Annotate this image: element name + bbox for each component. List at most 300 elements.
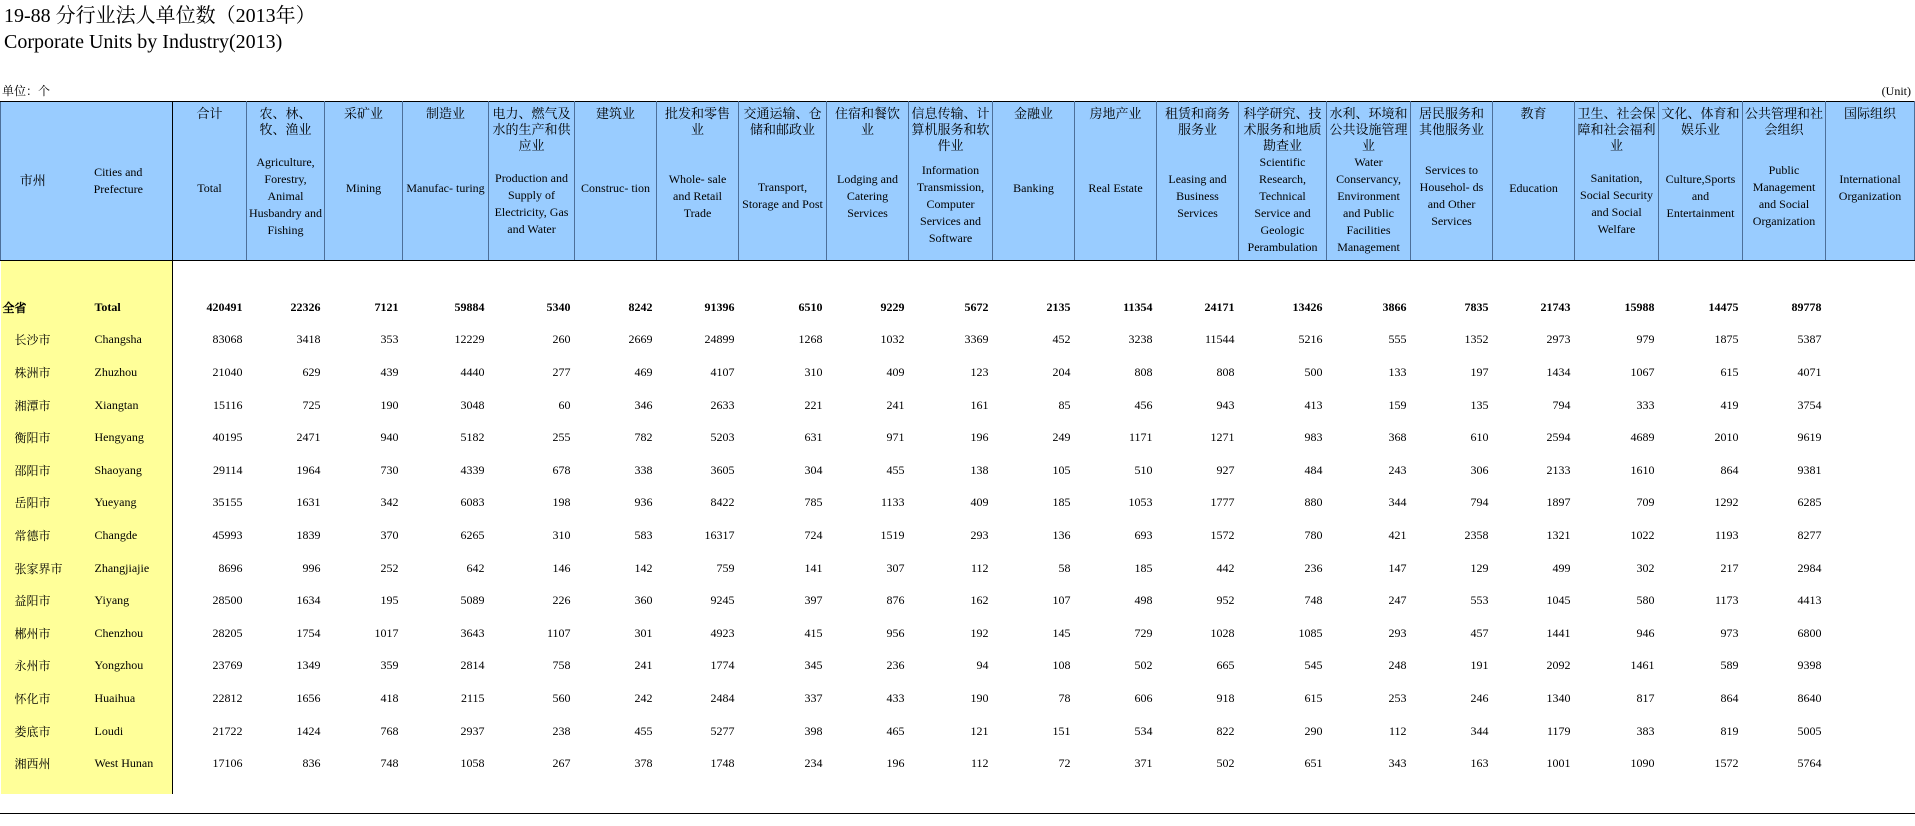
table-cell: 1572 [1714,756,1739,771]
table-cell: 3369 [964,332,989,347]
table-cell: 580 [1636,593,1655,608]
table-cell: 589 [1720,658,1739,673]
table-cell: 151 [1052,723,1071,738]
table-cell: 94 [976,658,989,673]
table-cell [1826,291,1915,324]
table-row-total [1,291,1915,324]
table-cell: 4923 [710,625,735,640]
table-cell: 971 [886,430,905,445]
table-cell: 1774 [710,658,735,673]
table-cell: 238 [552,723,571,738]
table-cell: 123 [970,364,989,379]
bottom-rule [0,813,1915,814]
table-cell: 1875 [1714,332,1739,347]
table-cell: 112 [970,756,989,771]
header-col [909,102,993,261]
table-cell: 555 [1388,332,1407,347]
table-cell: 5340 [546,299,571,314]
table-cell: 808 [1216,364,1235,379]
table-cell: 243 [1388,462,1407,477]
table-cell: 138 [970,462,989,477]
table-cell: 409 [970,495,989,510]
table-cell: 502 [1134,658,1153,673]
table-cell: 553 [1470,593,1489,608]
table-cell: 2984 [1797,560,1822,575]
header-col-cn: 农、林、牧、渔业 [259,106,312,137]
table-cell: 344 [1388,495,1407,510]
table-cell: 709 [1636,495,1655,510]
table-cell [1826,552,1915,585]
table-cell: 378 [634,756,653,771]
table-cell: 782 [634,430,653,445]
table-cell: 642 [466,560,485,575]
header-col-cn: 住宿和餐饮业 [835,106,901,137]
table-cell: 794 [1552,397,1571,412]
table-cell: 2484 [710,690,735,705]
header-col-cn: 科学研究、技术服务和地质勘查业 [1243,106,1322,153]
table-cell: 9245 [710,593,735,608]
table-cell: 359 [380,658,399,673]
table-cell: 545 [1304,658,1323,673]
table-cell: 22326 [290,299,321,314]
table-cell: 8277 [1797,527,1822,542]
table-cell: 343 [1388,756,1407,771]
table-cell: 40195 [212,430,243,445]
table-cell: 409 [886,364,905,379]
table-cell: 9619 [1797,430,1822,445]
table-cell: 2633 [710,397,735,412]
table-cell: 678 [552,462,571,477]
table-cell: 8422 [710,495,735,510]
header-col-cn: 水利、环境和公共设施管理业 [1329,106,1408,153]
table-cell: 398 [804,723,823,738]
header-col-en: Leasing and Business Services [1168,171,1227,220]
table-cell: 11544 [1204,332,1235,347]
table-cell: 5764 [1797,756,1822,771]
table-cell: 112 [1388,723,1407,738]
table-cell: 3866 [1382,299,1407,314]
row-city-en: West Hunan [87,747,173,780]
header-col [1075,102,1157,261]
table-cell: 808 [1134,364,1153,379]
table-cell: 304 [804,462,823,477]
table-cell: 197 [1470,364,1489,379]
table-cell: 2973 [1546,332,1571,347]
table-cell: 819 [1720,723,1739,738]
table-cell: 836 [302,756,321,771]
table-cell: 6285 [1797,495,1822,510]
table-cell: 502 [1216,756,1235,771]
header-col-cn: 房地产业 [1089,106,1142,121]
header-col-cn: 金融业 [1014,106,1054,121]
table-cell: 353 [380,332,399,347]
table-cell: 306 [1470,462,1489,477]
header-col-en: Construc- tion [581,180,651,195]
table-cell: 1656 [296,690,321,705]
table-cell: 147 [1388,560,1407,575]
table-cell: 198 [552,495,571,510]
table-cell [1826,421,1915,454]
table-cell: 606 [1134,690,1153,705]
table-cell: 780 [1304,527,1323,542]
row-city-en: Changde [87,519,173,552]
row-city-en: Hengyang [87,421,173,454]
table-cell: 255 [552,430,571,445]
header-col-en: Water Conservancy, Environment and Public Facilities Management [1336,155,1401,254]
table-cell: 2594 [1546,430,1571,445]
header-col-en: Total [197,180,222,195]
table-cell: 1271 [1210,430,1235,445]
table-cell: 135 [1470,397,1489,412]
table-cell: 465 [886,723,905,738]
header-col-en: Information Transmission, Computer Services and Software [916,162,985,245]
header-col-cn: 批发和零售业 [665,106,731,137]
table-row [1,715,1915,748]
table-cell: 693 [1134,527,1153,542]
table-cell: 1748 [710,756,735,771]
table-cell: 226 [552,593,571,608]
unit-label: 单位：个 [2,84,51,98]
table-cell: 29114 [212,462,243,477]
table-cell: 615 [1720,364,1739,379]
row-city-cn: 郴州市 [1,617,87,650]
header-col [325,102,403,261]
header-col [1826,102,1915,261]
table-cell: 91396 [704,299,735,314]
header-col-en: Mining [345,180,382,195]
table-cell: 2133 [1546,462,1571,477]
table-cell: 1572 [1210,527,1235,542]
table-cell: 159 [1388,397,1407,412]
table-cell: 145 [1052,625,1071,640]
table-cell: 452 [1052,332,1071,347]
table-cell [1826,617,1915,650]
table-cell: 1461 [1630,658,1655,673]
table-cell: 794 [1470,495,1489,510]
table-cell: 195 [380,593,399,608]
row-city-cn: 邵阳市 [1,454,87,487]
table-cell: 918 [1216,690,1235,705]
table-cell: 880 [1304,495,1323,510]
table-cell: 192 [970,625,989,640]
table-cell: 345 [804,658,823,673]
table-cell: 469 [634,364,653,379]
table-cell: 3605 [710,462,735,477]
table-cell: 510 [1134,462,1153,477]
table-cell: 665 [1216,658,1235,673]
table-cell: 5005 [1797,723,1822,738]
table-cell: 302 [1636,560,1655,575]
header-col-cn: 信息传输、计算机服务和软件业 [911,106,990,153]
table-cell: 457 [1470,625,1489,640]
table-cell: 4689 [1630,430,1655,445]
table-cell: 1045 [1546,593,1571,608]
header-col-en: Banking [1013,180,1054,195]
bottom-row [1,780,1915,794]
table-cell: 730 [380,462,399,477]
table-cell: 14475 [1708,299,1739,314]
table-cell: 758 [552,658,571,673]
header-city-cn: 市州 [19,173,46,188]
table-cell: 1754 [296,625,321,640]
table-cell: 161 [970,397,989,412]
table-cell: 748 [380,756,399,771]
table-cell: 307 [886,560,905,575]
header-col-cn: 采矿业 [344,106,384,121]
table-cell: 413 [1304,397,1323,412]
table-cell: 8640 [1797,690,1822,705]
table-cell: 242 [634,690,653,705]
table-cell: 1631 [296,495,321,510]
table-cell: 246 [1470,690,1489,705]
table-cell: 8696 [218,560,243,575]
table-cell: 260 [552,332,571,347]
header-col-en: Agriculture, Forestry, Animal Husbandry and Fishing [249,154,322,237]
table-cell: 185 [1134,560,1153,575]
table-cell: 1067 [1630,364,1655,379]
table-cell: 9229 [880,299,905,314]
table-cell: 107 [1052,593,1071,608]
header-col-en: Production and Supply of Electricity, Gas and Water [494,171,569,236]
table-cell: 5277 [710,723,735,738]
table-cell: 236 [886,658,905,673]
table-cell [1826,389,1915,422]
header-city [1,102,173,261]
row-city-en: Zhangjiajie [87,552,173,585]
row-city-cn: 张家界市 [1,552,87,585]
table-cell: 2669 [628,332,653,347]
table-cell: 121 [970,723,989,738]
table-row [1,584,1915,617]
table-cell: 24899 [704,332,735,347]
table-cell: 221 [804,397,823,412]
table-cell: 146 [552,560,571,575]
table-cell: 3643 [460,625,485,640]
table-cell: 78 [1058,690,1071,705]
table-cell [1826,324,1915,357]
table-cell: 196 [970,430,989,445]
table-cell: 249 [1052,430,1071,445]
table-cell: 338 [634,462,653,477]
table-cell: 500 [1304,364,1323,379]
header-city-en: Cities and Prefecture [93,165,143,196]
table-cell: 59884 [454,299,485,314]
header-col [575,102,657,261]
table-cell: 1028 [1210,625,1235,640]
row-city-en: Yiyang [87,584,173,617]
table-cell: 1133 [880,495,905,510]
table-cell: 4413 [1797,593,1822,608]
table-cell: 3418 [296,332,321,347]
header-col [489,102,575,261]
table-cell: 196 [886,756,905,771]
table-cell: 3238 [1128,332,1153,347]
table-cell: 21743 [1540,299,1571,314]
header-col-cn: 制造业 [426,106,466,121]
unit-label-en: (Unit) [1881,84,1911,98]
header-col [1659,102,1743,261]
header-col [993,102,1075,261]
table-row [1,421,1915,454]
table-cell [1826,715,1915,748]
table-cell: 725 [302,397,321,412]
table-cell [1826,487,1915,520]
table-cell: 973 [1720,625,1739,640]
table-cell: 217 [1720,560,1739,575]
table-cell: 83068 [212,332,243,347]
table-cell: 383 [1636,723,1655,738]
table-cell: 1171 [1128,430,1153,445]
table-cell: 136 [1052,527,1071,542]
table-cell: 940 [380,430,399,445]
table-cell: 729 [1134,625,1153,640]
header-col [1327,102,1411,261]
header-col-cn: 文化、体育和娱乐业 [1661,106,1740,137]
table-cell: 23769 [212,658,243,673]
header-col [1157,102,1239,261]
table-cell: 1268 [798,332,823,347]
row-city-en: Chenzhou [87,617,173,650]
table-cell: 12229 [454,332,485,347]
table-cell: 1424 [296,723,321,738]
header-col [739,102,827,261]
table-cell: 35155 [212,495,243,510]
table-cell: 28500 [212,593,243,608]
table-cell: 277 [552,364,571,379]
table-cell: 17106 [212,756,243,771]
table-cell: 1053 [1128,495,1153,510]
table-cell: 2471 [296,430,321,445]
table-cell: 28205 [212,625,243,640]
table-cell: 204 [1052,364,1071,379]
table-cell: 368 [1388,430,1407,445]
table-cell: 420491 [206,299,243,314]
table-row [1,650,1915,683]
table-cell: 1022 [1630,527,1655,542]
table-cell [1826,584,1915,617]
table-row [1,552,1915,585]
table-cell: 876 [886,593,905,608]
table-cell: 133 [1388,364,1407,379]
table-cell: 241 [634,658,653,673]
header-col [403,102,489,261]
table-cell: 583 [634,527,653,542]
table-cell: 768 [380,723,399,738]
table-cell: 1610 [1630,462,1655,477]
table-cell: 560 [552,690,571,705]
table-cell: 1839 [296,527,321,542]
table-cell: 1441 [1546,625,1571,640]
row-city-en: Yongzhou [87,650,173,683]
table-cell: 615 [1304,690,1323,705]
table-row [1,519,1915,552]
header-col [173,102,247,261]
table-cell: 610 [1470,430,1489,445]
table-cell: 1777 [1210,495,1235,510]
table-row [1,356,1915,389]
table-cell: 4071 [1797,364,1822,379]
row-city-en: Total [87,291,173,324]
table-row [1,324,1915,357]
table-cell: 1179 [1546,723,1571,738]
table-cell: 4107 [710,364,735,379]
table-cell: 455 [886,462,905,477]
table-cell: 301 [634,625,653,640]
row-city-en: Xiangtan [87,389,173,422]
table-cell: 864 [1720,690,1739,705]
table-cell: 439 [380,364,399,379]
table-cell: 15988 [1624,299,1655,314]
table-cell: 344 [1470,723,1489,738]
table-row [1,454,1915,487]
row-city-cn: 衡阳市 [1,421,87,454]
header-col-en: Real Estate [1088,180,1143,195]
header-col [1575,102,1659,261]
table-cell [1826,650,1915,683]
table-cell: 2092 [1546,658,1571,673]
table-cell: 1292 [1714,495,1739,510]
table-cell: 631 [804,430,823,445]
table-cell [1826,682,1915,715]
table-cell: 72 [1058,756,1071,771]
table-cell: 1634 [296,593,321,608]
table-cell: 248 [1388,658,1407,673]
row-city-cn: 全省 [1,291,87,324]
table-cell: 2115 [460,690,485,705]
page-title-cn: 19-88 分行业法人单位数（2013年） [4,5,316,27]
table-cell: 5216 [1298,332,1323,347]
table-cell: 864 [1720,462,1739,477]
table-cell: 293 [1388,625,1407,640]
table-cell: 415 [804,625,823,640]
table-cell: 3754 [1797,397,1822,412]
table-cell: 421 [1388,527,1407,542]
table-cell: 11354 [1123,299,1153,314]
header-col [1493,102,1575,261]
table-cell: 190 [380,397,399,412]
table-cell: 333 [1636,397,1655,412]
header-col-cn: 电力、燃气及水的生产和供应业 [492,106,571,153]
table-cell: 759 [716,560,735,575]
header-col-cn: 合计 [196,106,223,121]
data-table [0,101,1915,794]
table-cell: 310 [552,527,571,542]
table-cell: 162 [970,593,989,608]
row-city-en: Zhuzhou [87,356,173,389]
table-cell: 2010 [1714,430,1739,445]
table-cell: 442 [1216,560,1235,575]
spacer-row [1,261,1915,292]
table-cell: 2937 [460,723,485,738]
table-cell: 293 [970,527,989,542]
table-cell: 241 [886,397,905,412]
row-city-en: Shaoyang [87,454,173,487]
table-cell [1826,454,1915,487]
header-col [247,102,325,261]
row-city-cn: 怀化市 [1,682,87,715]
table-cell: 498 [1134,593,1153,608]
header-col-cn: 卫生、社会保障和社会福利业 [1577,106,1656,153]
table-cell: 499 [1552,560,1571,575]
table-row [1,682,1915,715]
header-col-cn: 交通运输、仓储和邮政业 [743,106,822,137]
table-cell: 21722 [212,723,243,738]
table-cell: 946 [1636,625,1655,640]
table-cell: 253 [1388,690,1407,705]
table-cell: 1897 [1546,495,1571,510]
table-cell: 817 [1636,690,1655,705]
table-cell: 927 [1216,462,1235,477]
